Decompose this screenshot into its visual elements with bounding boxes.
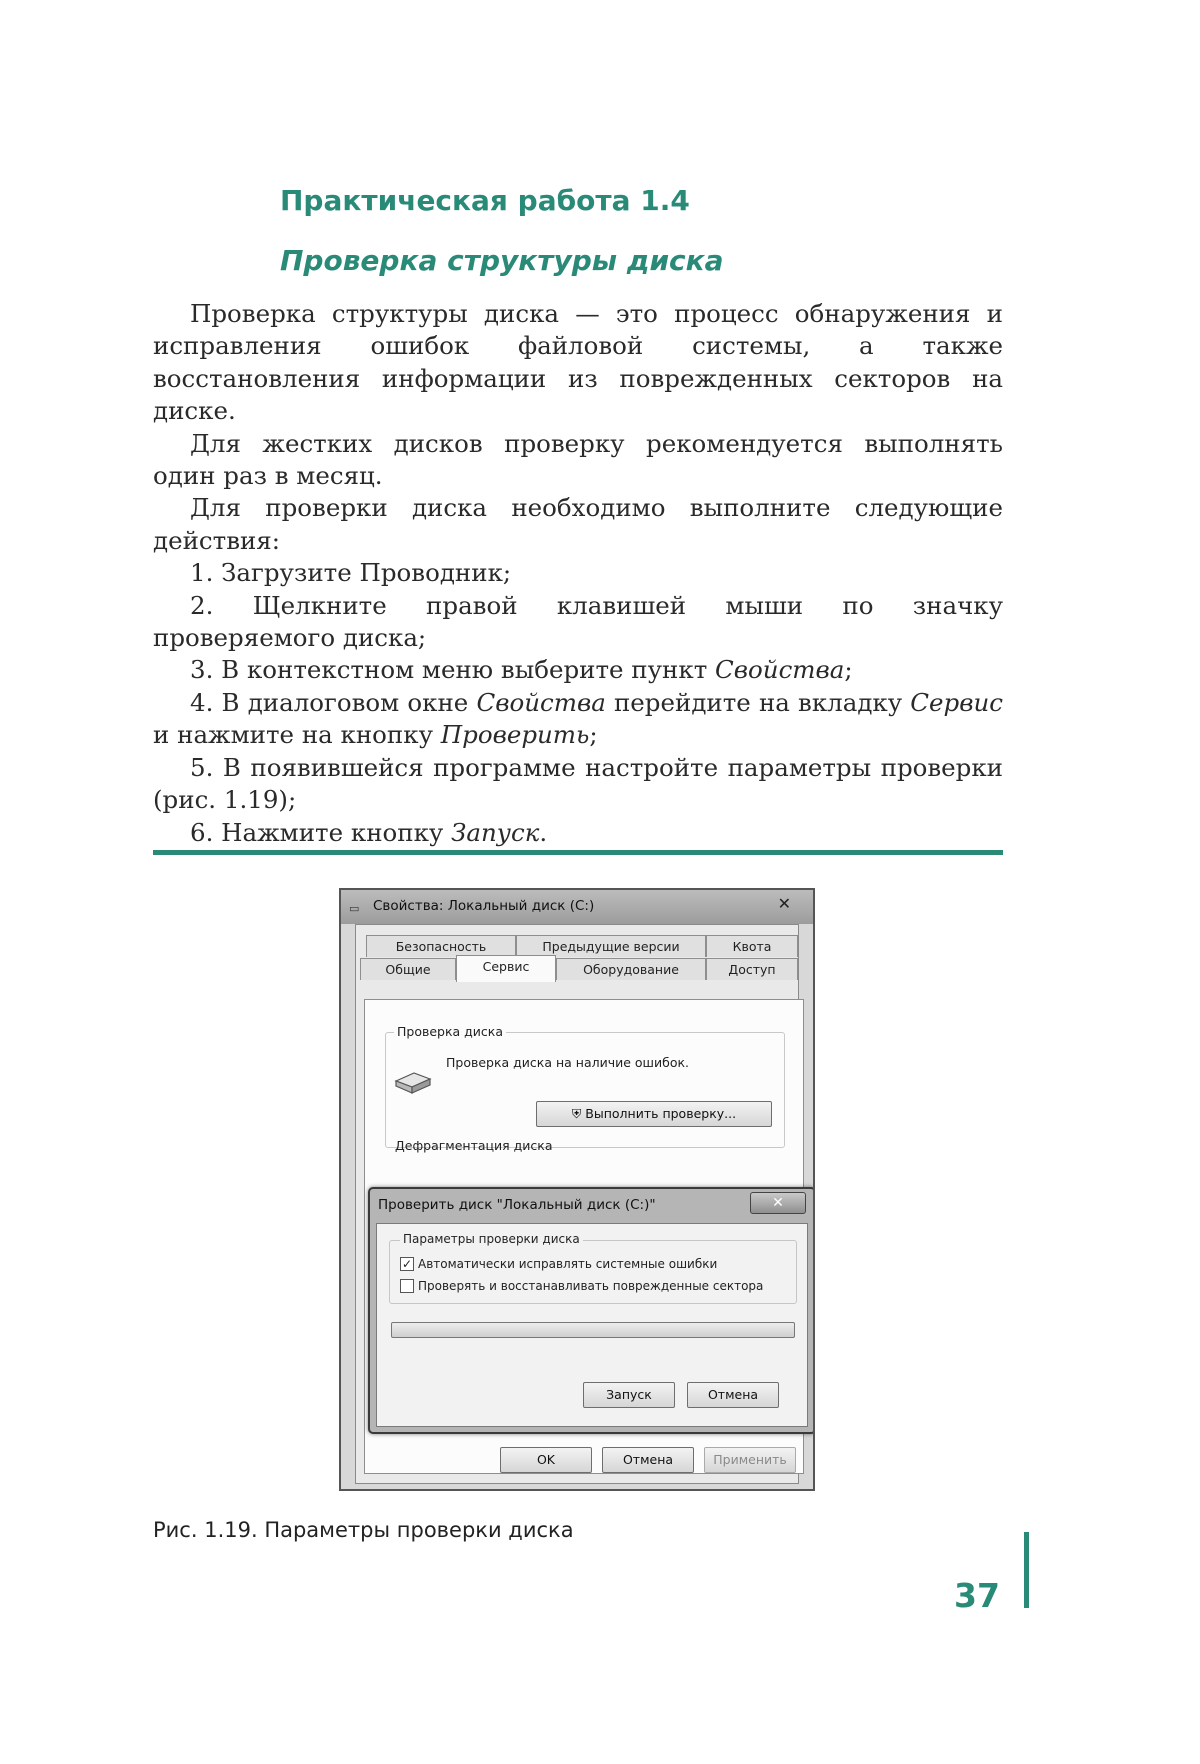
- step-5: 5. В появившейся программе настройте параметры проверки (рис. 1.19);: [153, 752, 1003, 815]
- properties-window-title: Свойства: Локальный диск (C:): [373, 898, 595, 914]
- disk-check-screenshot: [339, 888, 815, 1491]
- tab-sharing[interactable]: Доступ: [706, 958, 798, 980]
- run-check-button[interactable]: ⛨ Выполнить проверку...: [536, 1101, 772, 1127]
- defrag-group-label: Дефрагментация диска: [395, 1138, 553, 1153]
- paragraph-intro-steps: Для проверки диска необходимо выполните следующие действия:: [153, 493, 1003, 555]
- disk-check-description: Проверка диска на наличие ошибок.: [446, 1055, 689, 1070]
- tab-hardware[interactable]: Оборудование: [556, 958, 706, 980]
- properties-body: [355, 924, 799, 1484]
- step-2: 2. Щелкните правой клавишей мыши по значку проверяемого диска;: [153, 590, 1003, 653]
- cancel-button[interactable]: Отмена: [602, 1447, 694, 1473]
- disk-check-group: [385, 1024, 785, 1148]
- step-4: 4. В диалоговом окне Свойства перейдите на вкладку Сервис и нажмите на кнопку Проверить;: [153, 687, 1003, 750]
- start-button[interactable]: Запуск: [583, 1382, 675, 1408]
- check-progress-bar: [391, 1322, 795, 1338]
- tab-previous-versions[interactable]: Предыдущие версии: [516, 935, 706, 957]
- disk-check-group-label: Проверка диска: [394, 1024, 506, 1039]
- auto-fix-option[interactable]: ✓ Автоматически исправлять системные ошибки: [401, 1257, 718, 1271]
- check-disk-dialog-title: Проверить диск "Локальный диск (C:)": [378, 1197, 656, 1213]
- step-3: 3. В контекстном меню выберите пункт Свойства;: [190, 655, 853, 685]
- section-divider: [153, 850, 1003, 855]
- step-6: 6. Нажмите кнопку Запуск.: [190, 817, 548, 847]
- close-icon[interactable]: ✕: [777, 894, 791, 913]
- tab-quota[interactable]: Квота: [706, 935, 798, 957]
- step-1: 1. Загрузите Проводник;: [190, 558, 512, 588]
- check-options-group: [389, 1232, 797, 1304]
- properties-title-bar: [341, 890, 813, 924]
- page-number: 37: [954, 1576, 1000, 1615]
- scan-sectors-checkbox[interactable]: [400, 1279, 414, 1293]
- ok-button[interactable]: OK: [500, 1447, 592, 1473]
- hard-disk-icon: [394, 1069, 432, 1095]
- tab-service[interactable]: Сервис: [456, 955, 556, 982]
- body-text: [153, 298, 1003, 849]
- practical-work-title: Практическая работа 1.4: [280, 184, 690, 217]
- shield-icon: ⛨: [571, 1106, 586, 1121]
- tab-security[interactable]: Безопасность: [366, 935, 516, 957]
- figure-caption: Рис. 1.19. Параметры проверки диска: [153, 1518, 574, 1542]
- tab-general[interactable]: Общие: [360, 958, 456, 980]
- check-options-label: Параметры проверки диска: [400, 1232, 583, 1246]
- dialog-close-icon[interactable]: ✕: [750, 1192, 806, 1214]
- check-disk-dialog-body: [376, 1223, 808, 1427]
- page-number-bar: [1024, 1532, 1029, 1608]
- check-disk-dialog: [368, 1187, 815, 1434]
- paragraph-definition: Проверка структуры диска — это процесс обнаружения и исправления ошибок файловой системы, а также восстановления информации из поврежденных секторов на диске.: [153, 299, 1003, 426]
- drive-icon: ▭: [349, 902, 360, 915]
- apply-button[interactable]: Применить: [704, 1447, 796, 1473]
- auto-fix-checkbox[interactable]: ✓: [401, 1257, 413, 1271]
- practical-work-subtitle: Проверка структуры диска: [280, 244, 724, 277]
- paragraph-frequency: Для жестких дисков проверку рекомендуется выполнять один раз в месяц.: [153, 428, 1003, 491]
- dialog-cancel-button[interactable]: Отмена: [687, 1382, 779, 1408]
- scan-sectors-option[interactable]: Проверять и восстанавливать поврежденные сектора: [400, 1279, 763, 1293]
